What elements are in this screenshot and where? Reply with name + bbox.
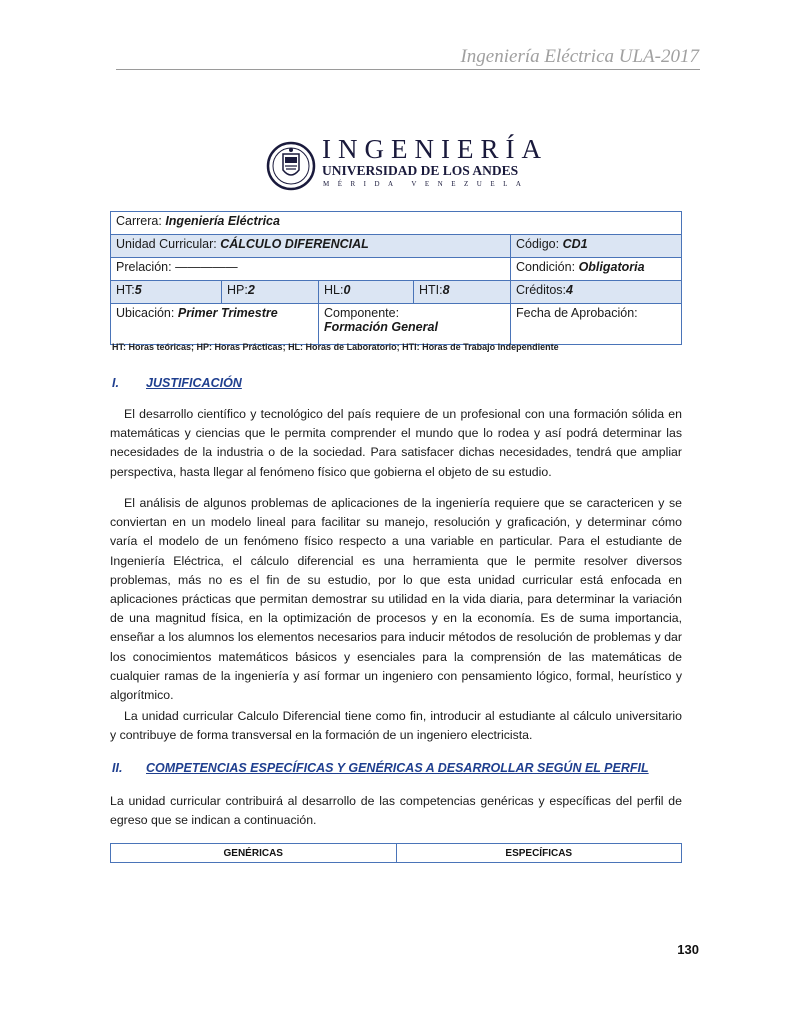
justificacion-paragraph-3: La unidad curricular Calculo Diferencial tiene como fin, introducir al estudiante al cálculo universitario y contribuye de forma transversal en la formación de un ingeniero electricista.: [110, 709, 682, 743]
codigo-label: Código:: [516, 237, 560, 251]
university-seal-icon: [266, 140, 316, 192]
justificacion-paragraph-2: El análisis de algunos problemas de aplicaciones de la ingeniería requiere que se caractericen y se conviertan en un modelo lineal para facilitar su manejo, resolución y graficación, y determinar cómo varía el modelo de un fenómeno físico respecto a una variable en particular. Para el estudiante de Ingeniería Eléctrica, el cálculo diferencial es una herramienta que le permite resolver diversos problemas, más no es el fin de su estudio, por lo que esta unidad curricular está enfocada en aplicaciones prácticas que permitan demostrar su utilidad en la vida diaria, para determinar la variación de una magnitud física, en la optimización de procesos y en la economía. Es de suma importancia, enseñar a los alumnos los elementos necesarios para inducir métodos de resolución de problemas y dar los conocimientos matemáticos básicos y esenciales para la comprensión de las matemáticas de cualquier ramas de la ingeniería y así formar un ingeniero con pensamiento lógico, formal, heurístico y algorítmico.: [110, 496, 682, 703]
componente-cell: [319, 304, 511, 345]
ubicacion-label: Ubicación:: [116, 306, 175, 320]
unidad-cell: [111, 235, 511, 258]
page-number: 130: [677, 942, 699, 957]
prelacion-value: —————: [175, 260, 238, 274]
header-divider: [116, 69, 700, 70]
hp-value: 2: [247, 283, 255, 297]
hl-value: 0: [343, 283, 351, 297]
section-number: II.: [112, 761, 123, 775]
running-header: Ingeniería Eléctrica ULA-2017: [460, 46, 699, 67]
fecha-label: Fecha de Aprobación:: [516, 306, 638, 320]
componente-label: Componente:: [324, 306, 400, 320]
condicion-value: Obligatoria: [578, 260, 645, 274]
creditos-value: 4: [566, 283, 573, 297]
hti-value: 8: [442, 283, 450, 297]
ubicacion-cell: [111, 304, 319, 345]
logo-city: MÉRIDA VENEZUELA: [323, 180, 530, 188]
section-heading-competencias: [112, 761, 649, 775]
prelacion-cell: [111, 258, 511, 281]
university-logo: [266, 134, 548, 196]
section-number: I.: [112, 376, 119, 390]
codigo-value: CD1: [562, 237, 588, 251]
competencias-paragraph: La unidad curricular contribuirá al desarrollo de las competencias genéricas y específicas del perfil de egreso que se indican a continuación.: [110, 794, 682, 828]
creditos-label: Créditos:: [516, 283, 567, 297]
section-title: JUSTIFICACIÓN: [146, 376, 242, 390]
prelacion-label: Prelación:: [116, 260, 172, 274]
condicion-cell: [511, 258, 682, 281]
ubicacion-value: Primer Trimestre: [177, 306, 278, 320]
col-genericas-header: GENÉRICAS: [111, 844, 397, 863]
course-info-table: [110, 211, 682, 345]
logo-title: INGENIERÍA: [322, 134, 548, 164]
justificacion-paragraph-1: El desarrollo científico y tecnológico del país requiere de un profesional con una formación sólida en matemáticas y ciencias que le permita comprender el mundo que lo rodea y así podrá determinar las necesidades de la industria o de la sociedad. Para satisfacer dichas necesidades, tendrá que ampliar perspectiva, hasta llegar al fenómeno físico que gobierna el objeto de su estudio.: [110, 407, 682, 479]
unidad-label: Unidad Curricular:: [116, 237, 217, 251]
hl-label: HL:: [324, 283, 344, 297]
col-especificas-header: ESPECÍFICAS: [396, 844, 682, 863]
carrera-value: Ingeniería Eléctrica: [165, 214, 280, 228]
carrera-cell: [111, 212, 682, 235]
ht-value: 5: [134, 283, 142, 297]
codigo-cell: [511, 235, 682, 258]
hours-footnote: HT: Horas teóricas; HP: Horas Prácticas; HL: Horas de Laboratorio; HTI: Horas de Trabajo Independiente: [112, 342, 559, 352]
unidad-value: CÁLCULO DIFERENCIAL: [220, 237, 369, 251]
carrera-label: Carrera:: [116, 214, 162, 228]
logo-subtitle: UNIVERSIDAD DE LOS ANDES: [322, 163, 519, 178]
hp-cell: [222, 281, 319, 304]
competencias-table: [110, 843, 682, 863]
section-title: COMPETENCIAS ESPECÍFICAS Y GENÉRICAS A DESARROLLAR SEGÚN EL PERFIL: [146, 761, 649, 775]
componente-value: Formación General: [324, 320, 438, 334]
ht-cell: [111, 281, 222, 304]
hti-cell: [414, 281, 511, 304]
ht-label: HT:: [116, 283, 135, 297]
creditos-cell: [511, 281, 682, 304]
fecha-cell: [511, 304, 682, 345]
condicion-label: Condición:: [516, 260, 576, 274]
section-heading-justificacion: [112, 376, 242, 390]
hp-label: HP:: [227, 283, 248, 297]
hti-label: HTI:: [419, 283, 443, 297]
hl-cell: [319, 281, 414, 304]
